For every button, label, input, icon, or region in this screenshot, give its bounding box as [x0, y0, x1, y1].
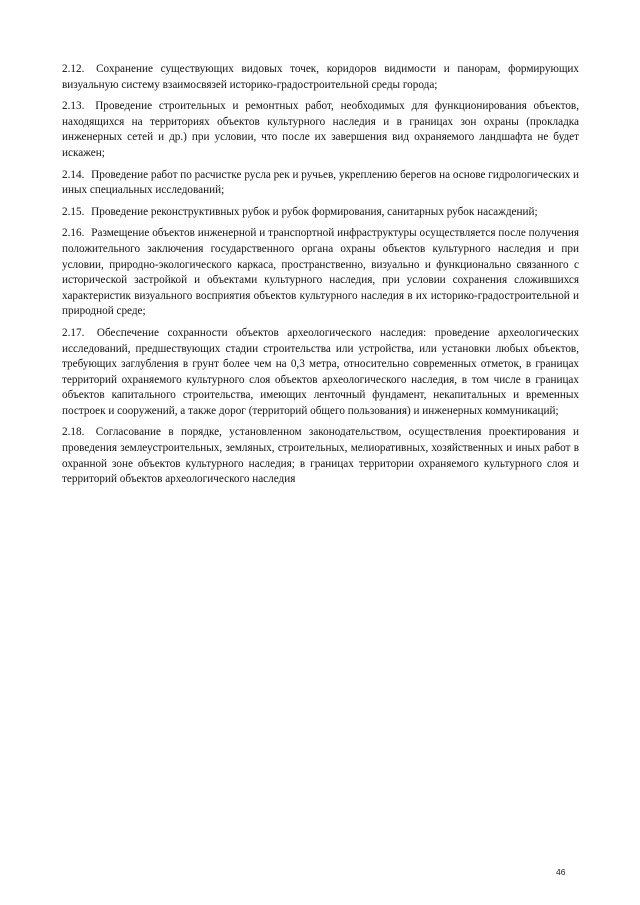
page-number: 46: [556, 867, 566, 877]
paragraph-text: Сохранение существующих видовых точек, коридоров видимости и панорам, формирующих визуальную систему взаимосвязей историко-градостроительной среды города;: [62, 63, 580, 91]
paragraph-number: 2.14.: [62, 168, 85, 181]
paragraph-2-17: [62, 326, 579, 420]
paragraph-2-13: [62, 99, 579, 161]
paragraph-text: Размещение объектов инженерной и транспортной инфраструктуры осуществляется после получения положительного заключения государственного органа охраны объектов культурного наследия и при условии, природно-экологического каркаса, пространственно, визуально и функционально связанного с исторической застройкой и объектами культурного наследия, при условии сохранения сложившихся характеристик визуального восприятия объектов культурного наследия в их историко-градостроительной и природной среде;: [62, 227, 580, 318]
document-body: [62, 62, 579, 494]
paragraph-2-12: [62, 62, 579, 93]
paragraph-2-14: [62, 168, 579, 199]
paragraph-text: Согласование в порядке, установленном законодательством, осуществления проектирования и проведения землеустроительных, земляных, строительных, мелиоративных, хозяйственных и иных работ в охранной зоне объектов культурного наследия; в границах территории охраняемого культурного слоя и территорий объектов археологического наследия: [62, 426, 579, 486]
paragraph-text: Проведение работ по расчистке русла рек и ручьев, укреплению берегов на основе гидрологических и иных специальных исследований;: [62, 168, 580, 197]
paragraph-text: Проведение реконструктивных рубок и рубок формирования, санитарных рубок насаждений;: [91, 205, 538, 218]
paragraph-number: 2.16.: [62, 227, 85, 240]
paragraph-number: 2.15.: [62, 205, 85, 218]
paragraph-2-15: [62, 205, 579, 221]
paragraph-number: 2.17.: [62, 326, 85, 339]
paragraph-number: 2.12.: [62, 63, 85, 75]
paragraph-2-18: [62, 425, 579, 487]
paragraph-text: Обеспечение сохранности объектов археологического наследия: проведение археологических исследований, предшествующих стадии строительства или устройства, или установки любых объектов, требующих заглубления в грунт более чем на 0,3 метра, относительно современных отметок, в границах территорий охраняемого культурного слоя объектов археологического наследия, в том числе в границах объектов капитального строительства, имеющих ленточный фундамент, некапитальных и временных построек и сооружений, а также дорог (территорий общего пользования) и инженерных коммуникаций;: [62, 326, 579, 417]
paragraph-number: 2.13.: [62, 100, 85, 113]
paragraph-text: Проведение строительных и ремонтных работ, необходимых для функционирования объектов, находящихся на территориях объектов культурного наследия и в границах зон охраны (прокладка инженерных сетей и др.) при условии, что после их завершения вид охраняемого ландшафта не будет искажен;: [62, 100, 580, 159]
paragraph-number: 2.18.: [62, 426, 85, 439]
paragraph-2-16: [62, 226, 579, 320]
